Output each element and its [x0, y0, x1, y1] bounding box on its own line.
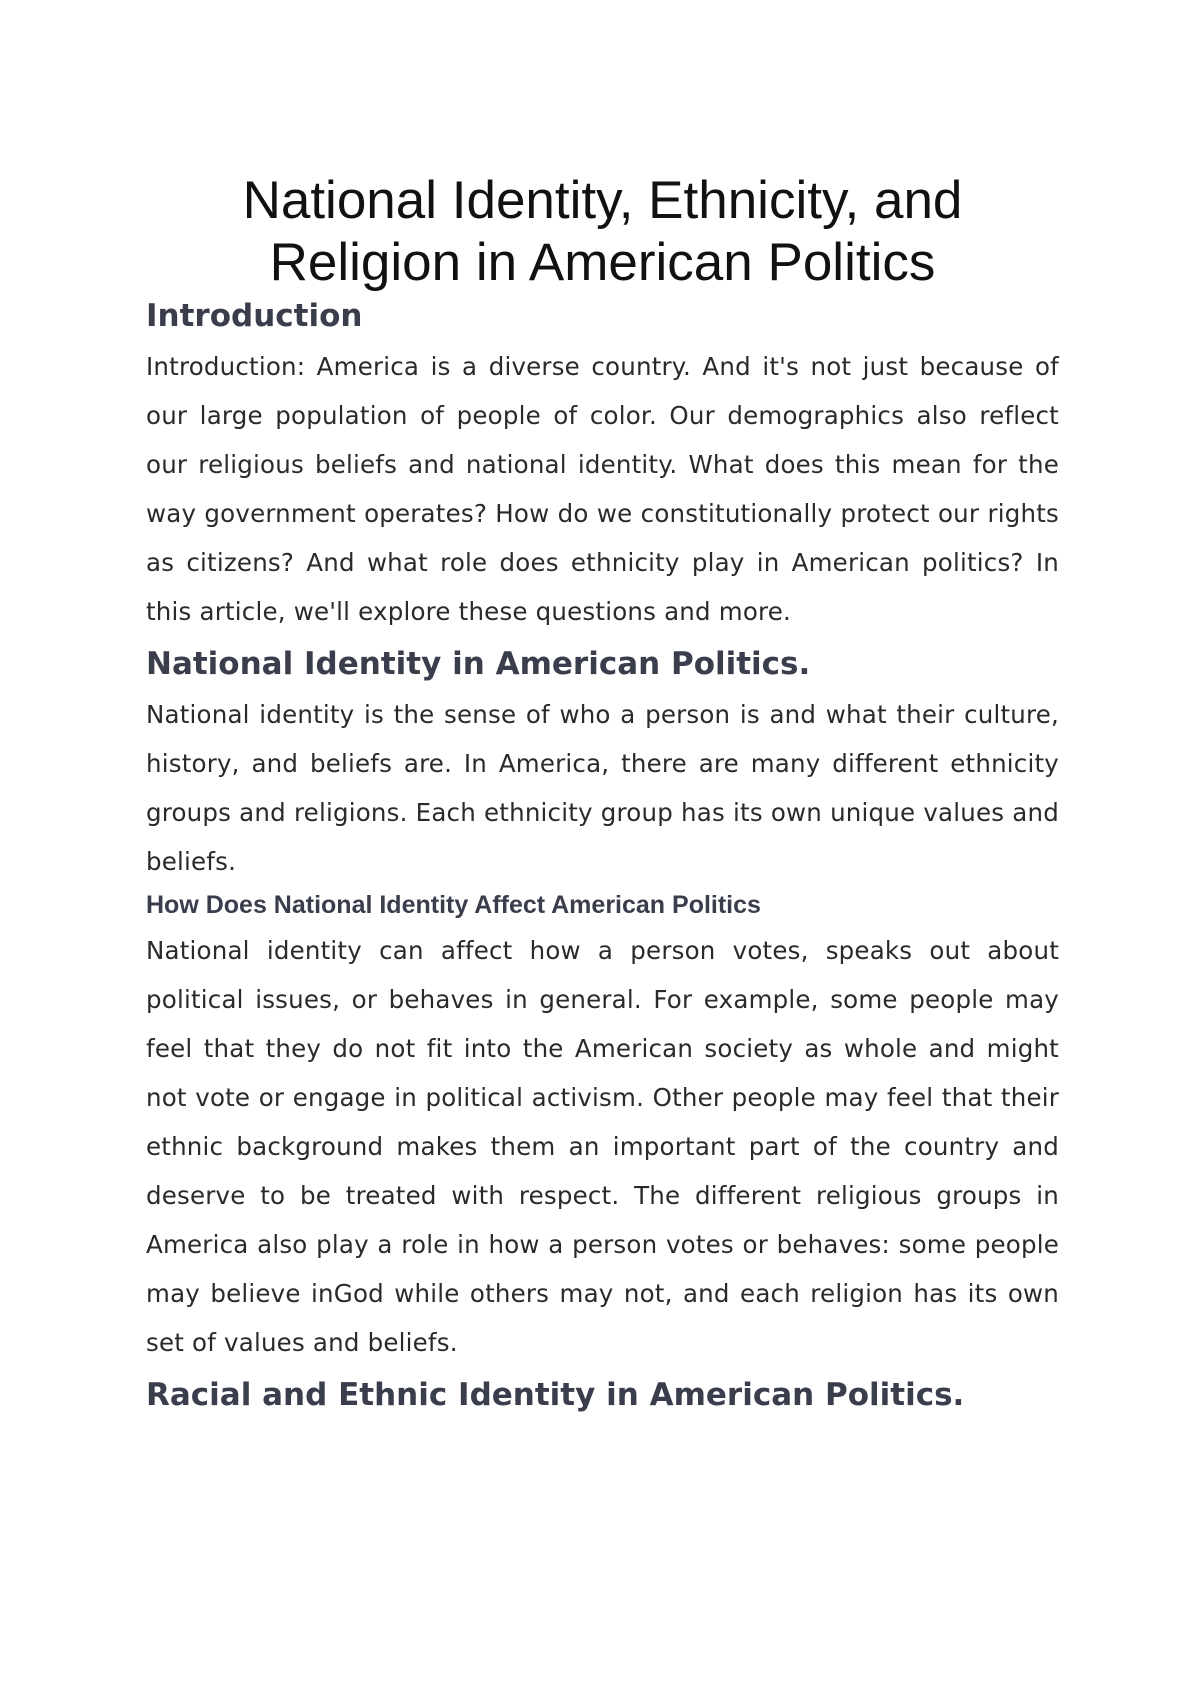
section-heading-national-identity: National Identity in American Politics. — [146, 646, 811, 682]
document-body — [146, 170, 1059, 1415]
section-paragraph-introduction: Introduction: America is a diverse country. And it's not just because of our large population of people of color. Our demographics also reflect our religious beliefs and national identity. What does this mean for the way government operates? How do we constitutionally protect our rights as citizens? And what role does ethnicity play in American politics? In this article, we'll explore these questions and more. — [146, 352, 1059, 626]
section-heading-racial-ethnic-identity: Racial and Ethnic Identity in American Politics. — [146, 1377, 965, 1413]
section-paragraph-national-identity: National identity is the sense of who a person is and what their culture, history, and beliefs are. In America, there are many different ethnicity groups and religions. Each ethnicity group has its own unique values and beliefs. — [146, 700, 1059, 876]
subsection-heading-how-identity-affects: How Does National Identity Affect American Politics — [146, 891, 761, 919]
subsection-paragraph-how-identity-affects: National identity can affect how a person votes, speaks out about political issues, or behaves in general. For example, some people may feel that they do not fit into the American society as whole and might not vote or engage in political activism. Other people may feel that their ethnic background makes them an important part of the country and deserve to be treated with respect. The different religious groups in America also play a role in how a person votes or behaves: some people may believe inGod while others may not, and each religion has its own set of values and beliefs. — [146, 936, 1059, 1357]
section-heading-introduction: Introduction — [146, 298, 363, 334]
document-title: National Identity, Ethnicity, and Religion in American Politics — [242, 171, 963, 292]
